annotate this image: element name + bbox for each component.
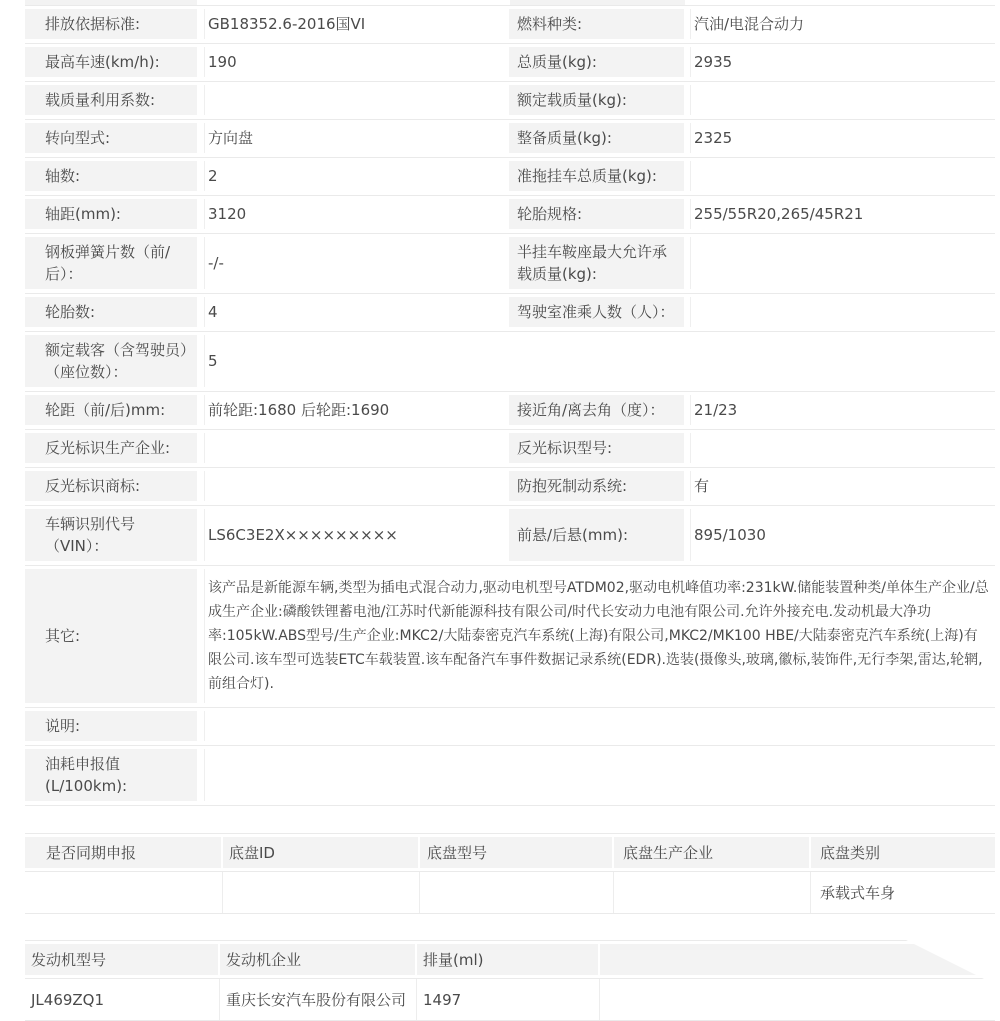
table-row: [25, 430, 995, 468]
row-label: 油耗申报值(L/100km):: [25, 749, 197, 801]
table-row: [25, 746, 995, 806]
row-value: 3120: [204, 199, 509, 229]
row-value: 2935: [690, 47, 995, 77]
column-header: 底盘型号: [420, 837, 614, 868]
chassis-header-row: [25, 834, 995, 872]
table-row: [25, 82, 995, 120]
column-header: 是否同期申报: [25, 837, 223, 868]
row-label: 反光标识型号:: [509, 433, 684, 463]
table-row-other: [25, 566, 995, 708]
engine-data-row: [25, 979, 995, 1020]
row-label: 反光标识商标:: [25, 471, 197, 501]
table-row: [25, 332, 995, 392]
table-cell: 承载式车身: [820, 884, 896, 902]
row-label: 轴数:: [25, 161, 197, 191]
table-cell: [420, 872, 614, 913]
row-value: 有: [690, 471, 995, 501]
table-cell: 重庆长安汽车股份有限公司: [220, 979, 417, 1020]
row-label: 轴距(mm):: [25, 199, 197, 229]
row-label: 轮胎规格:: [509, 199, 684, 229]
table-row: [25, 294, 995, 332]
row-label: 车辆识别代号（VIN）：: [25, 509, 197, 561]
row-label: 总质量(kg):: [509, 47, 684, 77]
column-header: 排量(ml): [417, 944, 600, 975]
row-value: [690, 85, 995, 115]
row-label: 转向型式:: [25, 123, 197, 153]
row-value: 汽油/电混合动力: [690, 9, 995, 39]
clipped-label-cell: [25, 0, 197, 5]
row-label: 整备质量(kg):: [509, 123, 684, 153]
column-header: 发动机企业: [220, 944, 417, 975]
table-row: [25, 120, 995, 158]
vin-value: LS6C3E2X×××××××××: [204, 509, 509, 561]
table-row: [25, 6, 995, 44]
row-value: [690, 297, 995, 327]
row-value: 255/55R20,265/45R21: [690, 199, 995, 229]
row-label: 其它:: [25, 569, 197, 703]
row-label: 驾驶室准乘人数（人）：: [509, 297, 684, 327]
row-label: 燃料种类:: [509, 9, 684, 39]
column-header: 底盘生产企业: [614, 837, 811, 868]
row-label: 最高车速(km/h):: [25, 47, 197, 77]
table-cell: JL469ZQ1: [25, 979, 220, 1020]
table-cell: 1497: [417, 979, 600, 1020]
row-label: 前悬/后悬(mm):: [509, 509, 684, 561]
row-value: 2: [204, 161, 509, 191]
chassis-table: [25, 833, 995, 914]
row-label: 额定载质量(kg):: [509, 85, 684, 115]
table-row: [25, 44, 995, 82]
table-row: [25, 234, 995, 294]
row-label: 额定载客（含驾驶员）（座位数）：: [25, 335, 197, 387]
row-value: [690, 161, 995, 191]
row-label: 排放依据标准:: [25, 9, 197, 39]
row-label: 准拖挂车总质量(kg):: [509, 161, 684, 191]
row-label: 载质量利用系数:: [25, 85, 197, 115]
row-label: 接近角/离去角（度）：: [509, 395, 684, 425]
row-value: [204, 471, 509, 501]
row-label: 半挂车鞍座最大允许承载质量(kg):: [509, 237, 684, 289]
row-value: 4: [204, 297, 509, 327]
clipped-spacer: [197, 0, 510, 5]
row-label: 说明:: [25, 711, 197, 741]
cell-filler: [600, 979, 995, 1020]
other-paragraph: 该产品是新能源车辆,类型为插电式混合动力,驱动电机型号ATDM02,驱动电机峰值功率:231kW.储能装置种类/单体生产企业/总成生产企业:磷酸铁锂蓄电池/江苏时代新能源科技有限公司/时代长安动力电池有限公司.允许外接充电.发动机最大净功率:105kW.ABS型号/生产企业:MKC2/大陆泰密克汽车系统(上海)有限公司,MKC2/MK100 HBE/大陆泰密克汽车系统(上海)有限公司.该车型可选装ETC车载装置.该车配备汽车事件数据记录系统(EDR).选装(摄像头,玻璃,徽标,装饰件,无行李架,雷达,轮辋,前组合灯).: [204, 569, 995, 703]
column-header: 底盘ID: [223, 837, 420, 868]
row-value: 前轮距:1680 后轮距:1690: [204, 395, 509, 425]
column-header: 底盘类别: [811, 837, 995, 868]
row-value: 方向盘: [204, 123, 509, 153]
row-label: 轮距（前/后)mm:: [25, 395, 197, 425]
row-label: 钢板弹簧片数（前/后）：: [25, 237, 197, 289]
table-row: [25, 158, 995, 196]
column-header: 发动机型号: [25, 944, 220, 975]
row-value: 190: [204, 47, 509, 77]
table-cell: [223, 872, 420, 913]
table-row: [25, 708, 995, 746]
row-value: 21/23: [690, 395, 995, 425]
row-value: 2325: [690, 123, 995, 153]
row-value: [204, 85, 509, 115]
table-row-vin: [25, 506, 995, 566]
row-value: [690, 237, 995, 289]
table-row: [25, 468, 995, 506]
row-label: 轮胎数:: [25, 297, 197, 327]
chassis-data-row: [25, 872, 995, 913]
row-value: 895/1030: [690, 509, 995, 561]
engine-table: [25, 940, 995, 1021]
row-value: [204, 711, 995, 741]
row-value: 5: [204, 335, 995, 387]
row-value: GB18352.6-2016国VI: [204, 9, 509, 39]
spec-table: [25, 0, 995, 806]
table-row: [25, 392, 995, 430]
table-row: [25, 196, 995, 234]
row-value: [204, 433, 509, 463]
row-label: 防抱死制动系统:: [509, 471, 684, 501]
row-value: -/-: [204, 237, 509, 289]
clipped-label-cell: [510, 0, 685, 5]
engine-header-row: [25, 941, 995, 979]
row-value: [204, 749, 995, 801]
row-label: 反光标识生产企业:: [25, 433, 197, 463]
row-value: [690, 433, 995, 463]
table-cell: [25, 872, 223, 913]
table-cell: [614, 872, 811, 913]
